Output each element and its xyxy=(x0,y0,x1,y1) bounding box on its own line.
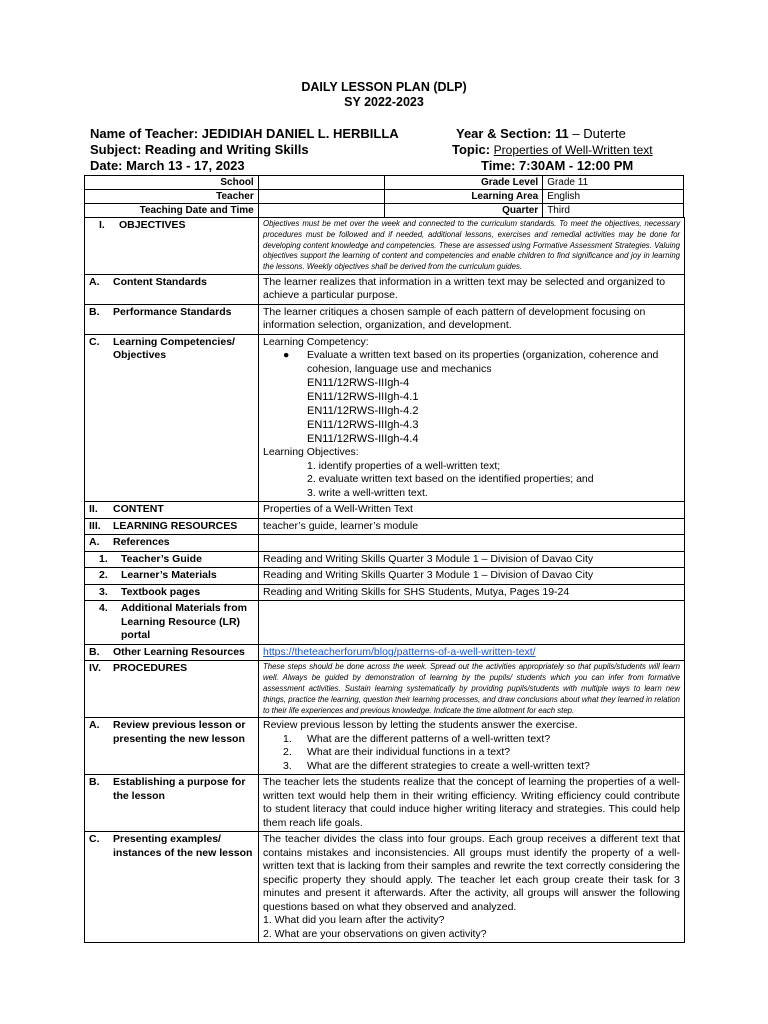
teachers-guide-label: Teacher’s Guide xyxy=(121,552,202,565)
review-question xyxy=(263,746,680,760)
grade-level-value: Grade 11 xyxy=(543,176,684,190)
competencies-label: Learning Competencies/ Objectives xyxy=(113,335,235,362)
teacher-value xyxy=(258,190,385,204)
row-other-resources xyxy=(85,644,685,661)
procedures-label: PROCEDURES xyxy=(113,662,188,675)
competency-code: EN11/12RWS-IIIgh-4.3 xyxy=(307,419,419,432)
review-question-num: 3. xyxy=(283,759,292,772)
row-references xyxy=(85,535,685,552)
teachers-guide-num: 1. xyxy=(99,552,108,565)
row-additional-materials xyxy=(85,601,685,645)
performance-standards-text: The learner critiques a chosen sample of each pattern of development focusing on information selection, organization, and development. xyxy=(259,304,685,334)
learning-objective: 3. write a well-written text. xyxy=(307,486,428,499)
content-standards-label: Content Standards xyxy=(113,275,207,288)
teachers-guide-label-cell xyxy=(85,551,259,568)
presenting-label: Presenting examples/ instances of the new lesson xyxy=(113,833,253,859)
school-value xyxy=(258,176,385,190)
review-question-text: What are the different patterns of a well-written text? xyxy=(307,732,551,745)
presenting-text: The teacher divides the class into four groups. Each group receives a different text that contains mistakes and inconsistencies. All groups must identify the property of a well-written text that is lacking from their samples and rewrite the text correctly considering the specific property they should apply. The teacher let each group create their task for 3 minutes and present it afterwards. After the activity, all groups will answer the following questions based on what they observed and analyzed. xyxy=(263,833,680,913)
learning-objective: 2. evaluate written text based on the identified properties; and xyxy=(307,473,594,486)
learning-objective: 1. identify properties of a well-written text; xyxy=(307,459,501,472)
content-standards-text: The learner realizes that information in a written text may be selected and organized to achieve a particular purpose. xyxy=(259,274,685,304)
row-objectives xyxy=(85,218,685,275)
additional-materials-num: 4. xyxy=(99,602,108,615)
resource-link[interactable]: https://theteacherforum/blog/patterns-of-a-well-written-text/ xyxy=(263,645,536,658)
content-label: CONTENT xyxy=(113,503,164,516)
references-value xyxy=(259,535,685,552)
review-label-cell xyxy=(85,718,259,775)
competency-code: EN11/12RWS-IIIgh-4.4 xyxy=(307,433,419,446)
additional-materials-value xyxy=(259,601,685,645)
review-label: Review previous lesson or presenting the new lesson xyxy=(113,719,246,745)
competencies-cell xyxy=(259,334,685,502)
references-label-cell xyxy=(85,535,259,552)
references-label: References xyxy=(113,536,170,549)
row-teachers-guide xyxy=(85,551,685,568)
year-number: 11 xyxy=(555,126,569,141)
textbook-pages-label: Textbook pages xyxy=(121,585,201,598)
grade-level-label: Grade Level xyxy=(385,176,543,190)
performance-standards-letter: B. xyxy=(89,305,100,318)
objectives-label-cell xyxy=(85,218,259,275)
purpose-text: The teacher lets the students realize that the concept of learning the properties of a well-written text would help them in their writing efficiency. Writing efficiency could contribute to student literacy that could induce higher writing literacy and strategies. This could help them reach life goals. xyxy=(259,775,685,832)
quarter-label: Quarter xyxy=(385,204,543,218)
topic-value: Properties of Well-Written text xyxy=(493,143,653,157)
content-num: II. xyxy=(89,503,98,516)
subject: Subject: Reading and Writing Skills xyxy=(90,142,309,157)
row-resources xyxy=(85,518,685,535)
teachers-guide-value: Reading and Writing Skills Quarter 3 Module 1 – Division of Davao City xyxy=(259,551,685,568)
procedures-note: These steps should be done across the week. Spread out the activities appropriately so that pupils/students will learn well. Always be guided by demonstration of learning by the pupils/ students which you can infer from formative assessment activities. Sustain learning systematically by providing pupils/students with multiple ways to learn new things, practice the learning, question their learning processes, and draw conclusions about what they learned in relation to their life experiences and previous knowledge. Indicate the time allotment for each step. xyxy=(263,662,680,715)
review-question-text: What are the different strategies to create a well-written text? xyxy=(307,759,590,772)
textbook-pages-value: Reading and Writing Skills for SHS Students, Mutya, Pages 19-24 xyxy=(259,584,685,601)
objectives-note-cell xyxy=(259,218,685,275)
learners-materials-num: 2. xyxy=(99,569,108,582)
row-purpose xyxy=(85,775,685,832)
performance-standards-label: Performance Standards xyxy=(113,305,232,318)
performance-standards-label-cell xyxy=(85,304,259,334)
row-presenting xyxy=(85,832,685,943)
row-review xyxy=(85,718,685,775)
objectives-label: OBJECTIVES xyxy=(119,219,186,231)
purpose-label: Establishing a purpose for the lesson xyxy=(113,776,246,802)
teacher-label: Teacher xyxy=(85,190,259,204)
competencies-label-cell xyxy=(85,334,259,502)
row-procedures xyxy=(85,661,685,718)
purpose-letter: B. xyxy=(89,776,100,789)
learners-materials-label: Learner’s Materials xyxy=(121,569,217,582)
resources-text: teacher’s guide, learner’s module xyxy=(259,518,685,535)
other-resources-letter: B. xyxy=(89,645,100,658)
lesson-table xyxy=(84,217,685,943)
review-intro: Review previous lesson by letting the students answer the exercise. xyxy=(263,719,578,732)
year-section-label: Year & Section: xyxy=(456,126,552,141)
review-question xyxy=(263,760,680,774)
school-year: SY 2022-2023 xyxy=(344,95,424,109)
competency-heading: Learning Competency: xyxy=(263,335,369,348)
presenting-label-cell xyxy=(85,832,259,943)
textbook-pages-num: 3. xyxy=(99,585,108,598)
review-question-text: What are their individual functions in a text? xyxy=(307,746,511,759)
document-title: DAILY LESSON PLAN (DLP) xyxy=(301,80,467,94)
review-question xyxy=(263,733,680,747)
content-standards-label-cell xyxy=(85,274,259,304)
content-standards-letter: A. xyxy=(89,275,100,288)
review-question-num: 1. xyxy=(283,732,292,745)
additional-materials-label: Additional Materials from Learning Resource (LR) portal xyxy=(121,602,248,642)
learners-materials-label-cell xyxy=(85,568,259,585)
competency-code: EN11/12RWS-IIIgh-4.1 xyxy=(307,391,419,404)
info-row-school xyxy=(85,176,684,190)
topic xyxy=(452,142,653,157)
presenting-cell xyxy=(259,832,685,943)
review-question-num: 2. xyxy=(283,746,292,759)
content-label-cell xyxy=(85,502,259,519)
learners-materials-value: Reading and Writing Skills Quarter 3 Module 1 – Division of Davao City xyxy=(259,568,685,585)
review-cell xyxy=(259,718,685,775)
objectives-num: I. xyxy=(99,219,105,231)
row-learners-materials xyxy=(85,568,685,585)
row-textbook-pages xyxy=(85,584,685,601)
procedures-label-cell xyxy=(85,661,259,718)
review-letter: A. xyxy=(89,719,100,732)
resources-label-cell xyxy=(85,518,259,535)
textbook-pages-label-cell xyxy=(85,584,259,601)
purpose-label-cell xyxy=(85,775,259,832)
date: Date: March 13 - 17, 2023 xyxy=(90,158,245,173)
presenting-question: 2. What are your observations on given activity? xyxy=(263,927,487,940)
teaching-date-label: Teaching Date and Time xyxy=(85,204,259,218)
references-letter: A. xyxy=(89,536,100,549)
school-label: School xyxy=(85,176,259,190)
resources-label: LEARNING RESOURCES xyxy=(113,519,238,532)
presenting-letter: C. xyxy=(89,833,100,846)
other-resources-cell xyxy=(259,644,685,661)
other-resources-label-cell xyxy=(85,644,259,661)
objectives-heading: Learning Objectives: xyxy=(263,446,359,459)
row-content xyxy=(85,502,685,519)
topic-label: Topic: xyxy=(452,142,491,157)
row-performance-standards xyxy=(85,304,685,334)
teacher-name: Name of Teacher: JEDIDIAH DANIEL L. HERBILLA xyxy=(90,126,399,141)
row-competencies xyxy=(85,334,685,502)
year-section xyxy=(456,126,626,141)
procedures-num: IV. xyxy=(89,662,101,675)
additional-materials-label-cell xyxy=(85,601,259,645)
section-name: – Duterte xyxy=(572,126,626,141)
presenting-question: 1. What did you learn after the activity? xyxy=(263,914,445,927)
info-row-teacher xyxy=(85,190,684,204)
info-row-date xyxy=(85,204,684,218)
learning-area-label: Learning Area xyxy=(385,190,543,204)
quarter-value: Third xyxy=(543,204,684,218)
competencies-letter: C. xyxy=(89,335,100,348)
content-text: Properties of a Well-Written Text xyxy=(259,502,685,519)
competency-bullet-text: Evaluate a written text based on its properties (organization, coherence and cohesion, language use and mechanics xyxy=(307,349,659,375)
info-table xyxy=(84,175,684,218)
other-resources-label: Other Learning Resources xyxy=(113,645,245,658)
teaching-date-value xyxy=(258,204,385,218)
competency-bullet xyxy=(263,349,680,376)
competency-code: EN11/12RWS-IIIgh-4.2 xyxy=(307,405,419,418)
resources-num: III. xyxy=(89,519,101,532)
row-content-standards xyxy=(85,274,685,304)
bullet-icon: ● xyxy=(283,349,290,362)
competency-code: EN11/12RWS-IIIgh-4 xyxy=(307,377,410,390)
time: Time: 7:30AM - 12:00 PM xyxy=(481,158,634,173)
learning-area-value: English xyxy=(543,190,684,204)
procedures-note-cell xyxy=(259,661,685,718)
objectives-note: Objectives must be met over the week and connected to the curriculum standards. To meet the objectives, necessary procedures must be followed and if needed, additional lessons, exercises and remedial activities may be done for developing content knowledge and competencies. These are assessed using Formative Assessment Strategies. Valuing objectives support the learning of content and competencies and enable children to find significance and joy in learning the lessons. Weekly objectives shall be derived from the curriculum guides. xyxy=(263,219,680,272)
